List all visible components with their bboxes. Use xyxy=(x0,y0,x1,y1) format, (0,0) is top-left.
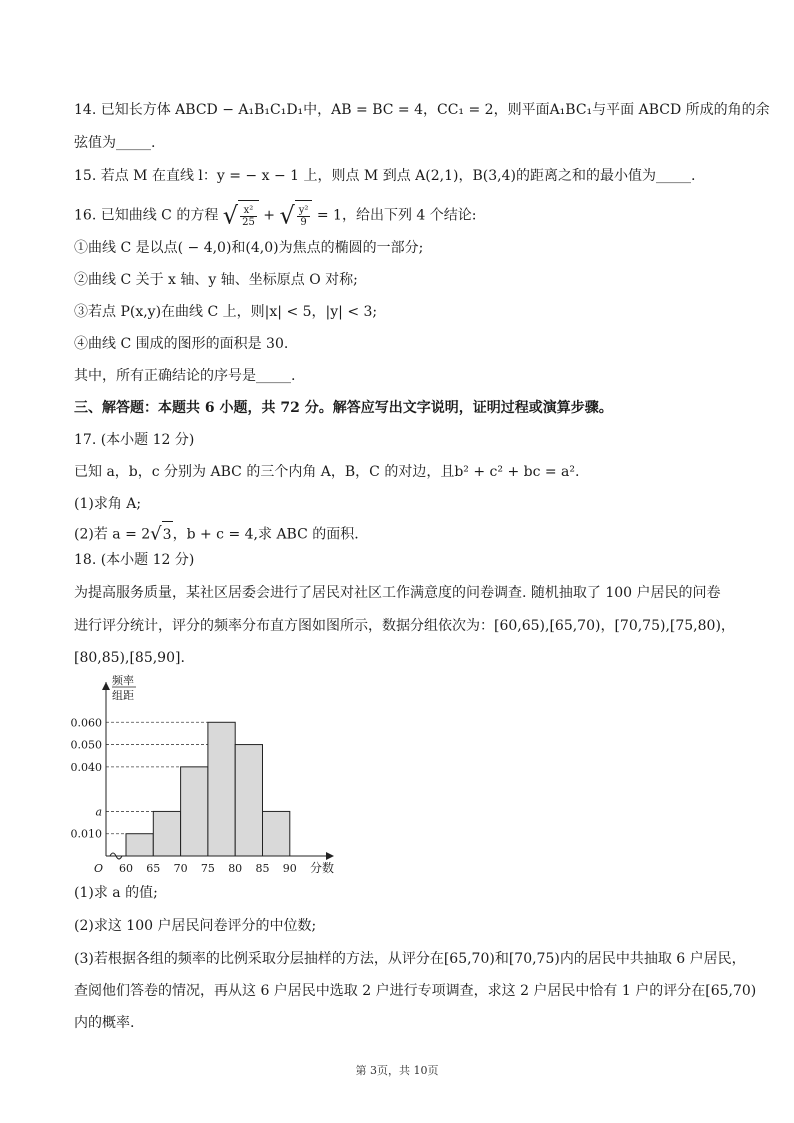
x-tick-label: 65 xyxy=(146,862,161,875)
q16-frac1-num: x² xyxy=(240,205,257,217)
q17-header: 17. (本小题 12 分) xyxy=(74,432,195,448)
q16-sqrt1: √ $\frac{\text{x²}}{25}$ xyxy=(223,200,259,231)
q16-conclusion-2: ②曲线 C 关于 x 轴、y 轴、坐标原点 O 对称; xyxy=(74,272,358,288)
q16-sqrt2: √ $\frac{\text{y²}}{9}$ xyxy=(279,200,312,231)
q18-part1: (1)求 a 的值; xyxy=(74,885,158,901)
q16-conclusion-3: ③若点 P(x,y)在曲线 C 上，则|x| < 5，|y| < 3; xyxy=(74,304,378,320)
q16-conclusion-4: ④曲线 C 围成的图形的面积是 30. xyxy=(74,336,289,352)
q15-text: 15. 若点 M 在直线 l：y = − x − 1 上，则点 M 到点 A(2,1)，B(3,4)的距离之和的最小值为_____. xyxy=(74,168,696,184)
origin-label: O xyxy=(94,862,104,875)
q16-frac1-den: 25 xyxy=(242,216,255,228)
histogram-bar xyxy=(263,811,290,856)
y-tick-label: 0.010 xyxy=(70,827,102,841)
histogram-bar xyxy=(181,767,208,856)
y-axis-label-denominator: 组距 xyxy=(112,689,134,702)
q17-stem: 已知 a，b，c 分别为 ABC 的三个内角 A，B，C 的对边，且b² + c² + bc = a². xyxy=(74,464,580,480)
x-tick-label: 90 xyxy=(282,862,297,875)
x-tick-label: 80 xyxy=(228,862,243,875)
q17-part1: (1)求角 A; xyxy=(74,496,142,512)
y-tick-label: 0.060 xyxy=(70,716,102,730)
q17-sqrt: √3 xyxy=(150,521,172,548)
x-tick-label: 75 xyxy=(200,862,215,875)
q16-stem xyxy=(74,200,477,231)
histogram-bar xyxy=(153,811,180,856)
q14-line2: 弦值为_____. xyxy=(74,135,156,151)
y-tick-label: a xyxy=(95,805,102,819)
page-footer: 第 3页，共 10页 xyxy=(355,1064,439,1077)
q18-part2: (2)求这 100 户居民问卷评分的中位数; xyxy=(74,918,317,934)
y-tick-label: 0.050 xyxy=(70,738,102,752)
q16-conclusion-1: ①曲线 C 是以点( − 4,0)和(4,0)为焦点的椭圆的一部分; xyxy=(74,240,424,256)
histogram-bar xyxy=(235,745,262,856)
q17-sqrt-radicand: 3 xyxy=(162,521,173,548)
q18-part3-line3: 内的概率. xyxy=(74,1015,135,1031)
q16-suffix: = 1，给出下列 4 个结论: xyxy=(316,207,477,224)
histogram-bar xyxy=(208,722,235,856)
x-axis-arrow xyxy=(326,852,334,860)
y-axis-label-numerator: 频率 xyxy=(112,674,134,687)
q17-part2-suffix: ，b + c = 4,求 ABC 的面积. xyxy=(172,526,359,543)
histogram-bar xyxy=(126,834,153,856)
q16-prefix: 16. 已知曲线 C 的方程 xyxy=(74,207,219,224)
q18-stem-1: 为提高服务质量，某社区居委会进行了居民对社区工作满意度的问卷调查. 随机抽取了 100 户居民的问卷 xyxy=(74,585,721,601)
x-tick-label: 60 xyxy=(119,862,133,875)
q17-part2 xyxy=(74,521,359,548)
x-axis-label: 分数 xyxy=(310,861,335,875)
frequency-histogram xyxy=(64,672,354,878)
histogram-bars xyxy=(126,722,290,856)
y-axis-arrow xyxy=(102,682,110,690)
q18-stem-2: 进行评分统计，评分的频率分布直方图如图所示，数据分组依次为：[60,65),[65,70)，[70,75),[75,80)， xyxy=(74,618,735,634)
q14-line1: 14. 已知长方体 ABCD − A₁B₁C₁D₁中，AB = BC = 4，CC₁ = 2，则平面A₁BC₁与平面 ABCD 所成的角的余 xyxy=(74,102,770,118)
q18-part3-line1: (3)若根据各组的频率的比例采取分层抽样的方法，从评分在[65,70)和[70,75)内的居民中共抽取 6 户居民， xyxy=(74,951,746,967)
x-tick-label: 70 xyxy=(173,862,188,875)
q16-ask: 其中，所有正确结论的序号是_____. xyxy=(74,368,296,384)
y-tick-label: 0.040 xyxy=(70,760,102,774)
q16-frac2-den: 9 xyxy=(300,216,307,228)
x-tick-label: 85 xyxy=(255,862,270,875)
q18-part3-line2: 查阅他们答卷的情况，再从这 6 户居民中选取 2 户进行专项调查，求这 2 户居民中恰有 1 户的评分在[65,70) xyxy=(74,983,757,999)
q16-frac2-num: y² xyxy=(298,204,309,216)
section-3-heading: 三、解答题：本题共 6 小题，共 72 分。解答应写出文字说明，证明过程或演算步骤。 xyxy=(74,400,613,416)
q18-header: 18. (本小题 12 分) xyxy=(74,552,195,568)
q18-stem-3: [80,85),[85,90]. xyxy=(74,650,185,666)
q17-part2-prefix: (2)若 a = 2 xyxy=(74,526,151,543)
q16-plus: + xyxy=(263,207,275,224)
